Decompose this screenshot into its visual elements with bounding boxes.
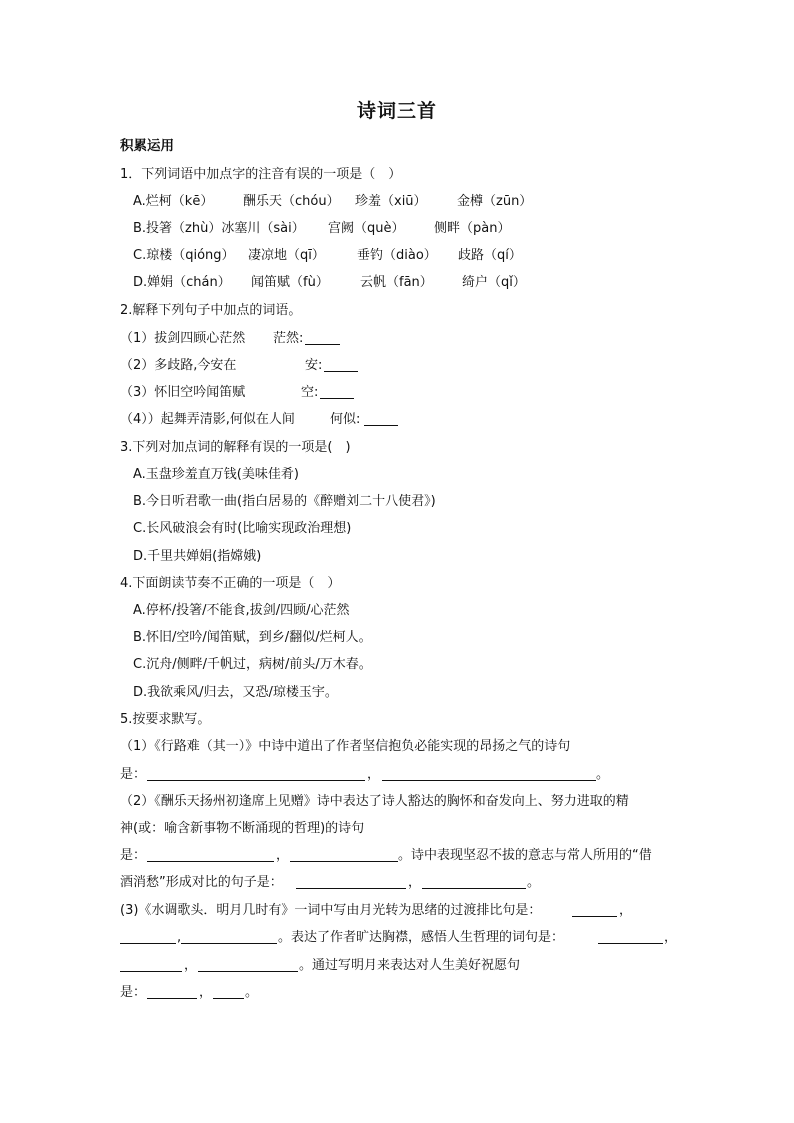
q1-a-1: A.烂柯（kē） [133, 194, 214, 209]
q5-part1-period: 。 [596, 767, 610, 782]
q4-option-c: C.沉舟/侧畔/千帆过，病树/前头/万木春。 [133, 657, 372, 672]
q1-a-4: 金樽（zūn） [457, 194, 533, 209]
q2-item-1-word: 茫然: [273, 331, 304, 346]
q1-d-2: 闻笛赋（fù） [251, 275, 329, 290]
q5-part3-blank-3[interactable] [181, 931, 277, 944]
q5-part3-blank-8[interactable] [213, 986, 244, 999]
q2-item-1-sentence: （1）拔剑四顾心茫然 [120, 331, 246, 346]
q4-option-a: A.停杯/投箸/不能食,拔剑/四顾/心茫然 [133, 603, 350, 618]
q3-option-d: D.千里共婵娟(指嫦娥) [133, 549, 262, 564]
q5-part3-blank-2[interactable] [120, 931, 176, 944]
q5-part3-blank-5[interactable] [120, 959, 182, 972]
q1-c-2: 凄凉地（qī） [248, 248, 325, 263]
section-heading: 积累运用 [120, 138, 174, 154]
q5-part3-comma-1: ， [619, 903, 633, 918]
q2-item-2-sentence: （2）多歧路,今安在 [120, 358, 237, 373]
q1-b-4: 侧畔（pàn） [434, 221, 511, 236]
q5-part3-prompt: (3)《水调歌头．明月几时有》一词中写由月光转为思绪的过渡排比句是： [120, 903, 542, 918]
q3-option-a: A.玉盘珍羞直万钱(美味佳肴) [133, 467, 299, 482]
q5-part2-prompt-2: 神(或：喻含新事物不断涌现的哲理)的诗句 [120, 821, 365, 836]
q4-stem: 4.下面朗读节奏不正确的一项是（ ） [120, 576, 341, 591]
q5-stem: 5.按要求默写。 [120, 712, 211, 727]
q1-a-2: 酬乐天（chóu） [243, 194, 340, 209]
q2-item-4-sentence: （4））起舞弄清影,何似在人间 [120, 412, 295, 427]
q2-item-4-blank[interactable] [364, 413, 398, 426]
q2-item-1-blank[interactable] [305, 332, 340, 345]
q5-part1-blank-2[interactable] [382, 768, 596, 781]
q1-c-3: 垂钓（diào） [357, 248, 437, 263]
q5-part2-blank-4[interactable] [422, 876, 526, 889]
q5-part2-blank-2[interactable] [290, 849, 398, 862]
q2-item-3-blank[interactable] [320, 386, 354, 399]
q5-part3-blank-6[interactable] [198, 959, 298, 972]
q2-item-2-word: 安: [305, 358, 323, 373]
q5-part2-comma: ， [276, 848, 290, 863]
q5-part1-lead: 是： [120, 767, 147, 782]
q5-part1-prompt: （1）《行路难（其一）》中诗中道出了作者坚信抱负必能实现的昂扬之气的诗句 [120, 739, 571, 754]
q2-item-3-word: 空: [301, 385, 319, 400]
q5-part3-comma-3: ， [184, 958, 198, 973]
q5-part3-blank-7[interactable] [147, 986, 197, 999]
q1-a-3: 珍羞（xiū） [355, 194, 427, 209]
q5-part2-prompt-1: （2）《酬乐天扬州初逢席上见赠》诗中表达了诗人豁达的胸怀和奋发向上、努力进取的精 [120, 794, 629, 809]
q5-part2-lead: 是： [120, 848, 147, 863]
q5-part3-blank-4[interactable] [598, 931, 663, 944]
q1-d-4: 绮户（qǐ） [462, 275, 526, 290]
q5-part3-lead: 是： [120, 985, 147, 1000]
q1-b-1: B.投箸（zhù）冰塞川（sài） [133, 221, 305, 236]
q1-b-3: 宫阙（què） [328, 221, 405, 236]
q5-part2-mid: 。诗中表现坚忍不拔的意志与常人所用的“借 [398, 848, 652, 863]
q5-part3-comma-4: ， [199, 985, 213, 1000]
q4-option-b: B.怀旧/空吟/闻笛赋，到乡/翻似/烂柯人。 [133, 630, 372, 645]
q1-c-1: C.琼楼（qióng） [133, 248, 235, 263]
q5-part1-comma: ， [367, 767, 381, 782]
page-title: 诗词三首 [356, 100, 437, 122]
q5-part3-comma-dot: , [177, 930, 182, 945]
q2-item-4-word: 何似: [330, 412, 361, 427]
q5-part3-period: 。 [245, 985, 259, 1000]
q1-d-1: D.婵娟（chán） [133, 275, 231, 290]
q5-part3-mid-2: 。通过写明月来表达对人生美好祝愿句 [299, 958, 521, 973]
q2-item-2-blank[interactable] [324, 359, 358, 372]
q2-stem: 2.解释下列句子中加点的词语。 [120, 303, 302, 318]
q5-part1-blank-1[interactable] [147, 768, 365, 781]
q5-part2-blank-3[interactable] [296, 876, 406, 889]
q1-c-4: 歧路（qí） [458, 248, 522, 263]
q3-option-b: B.今日听君歌一曲(指白居易的《醉赠刘二十八使君》) [133, 494, 436, 509]
q5-part2-blank-1[interactable] [147, 849, 274, 862]
q1-d-3: 云帆（fān） [360, 275, 433, 290]
q3-option-c: C.长风破浪会有时(比喻实现政治理想) [133, 521, 352, 536]
q5-part2-contrast-lead: 酒消愁”形成对比的句子是： [120, 875, 283, 890]
q5-part3-comma-2: ， [664, 930, 678, 945]
q5-part2-period: 。 [527, 875, 541, 890]
q5-part2-comma-2: ， [408, 875, 422, 890]
q5-part3-blank-1[interactable] [572, 904, 617, 917]
q4-option-d: D.我欲乘风/归去，又恐/琼楼玉宇。 [133, 685, 338, 700]
q2-item-3-sentence: （3）怀旧空吟闻笛赋 [120, 385, 246, 400]
q5-part3-mid: 。表达了作者旷达胸襟，感悟人生哲理的词句是： [278, 930, 565, 945]
q1-stem: 1．下列词语中加点字的注音有误的一项是（ ） [120, 167, 402, 182]
q3-stem: 3.下列对加点词的解释有误的一项是( ) [120, 440, 351, 455]
